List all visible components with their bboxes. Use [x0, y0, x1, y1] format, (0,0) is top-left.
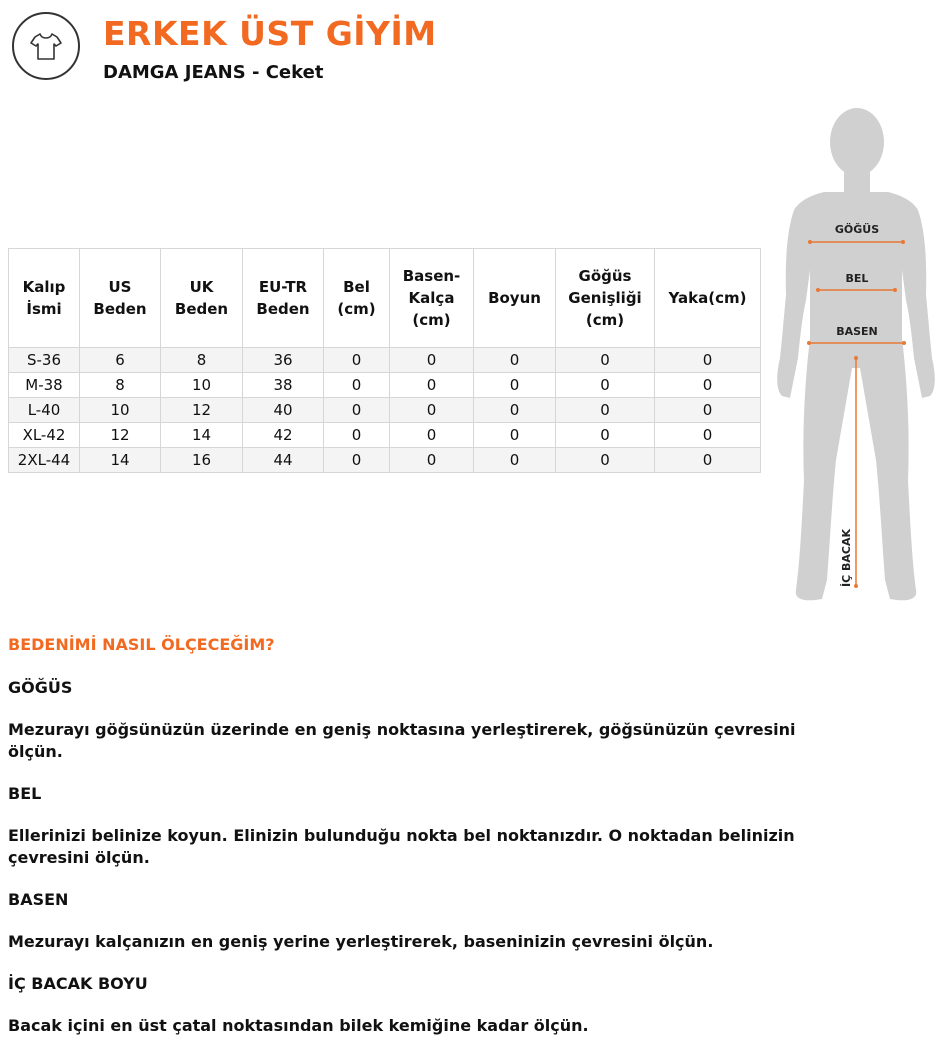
- guide-section-heading: GÖĞÜS: [8, 678, 73, 697]
- table-cell: 0: [655, 423, 761, 448]
- column-header-line: Genişliği: [568, 289, 642, 307]
- table-cell: 14: [161, 423, 243, 448]
- inseam-measure-start: [854, 356, 858, 360]
- column-header: [390, 249, 474, 348]
- table-cell: 10: [161, 373, 243, 398]
- guide-sections: [8, 676, 808, 1037]
- table-cell: 2XL-44: [9, 448, 80, 473]
- table-cell: 0: [390, 423, 474, 448]
- guide-section-text: Mezurayı göğsünüzün üzerinde en geniş noktasına yerleştirerek, göğsünüzün çevresini ölçün.: [8, 720, 796, 761]
- hip-measure-start: [807, 341, 811, 345]
- table-cell: 0: [655, 448, 761, 473]
- table-cell: 0: [390, 373, 474, 398]
- waist-label: BEL: [845, 272, 869, 285]
- table-cell: 6: [80, 348, 161, 373]
- table-cell: 0: [324, 373, 390, 398]
- table-row: [9, 398, 761, 423]
- table-cell: 42: [243, 423, 324, 448]
- column-header-line: Basen-: [402, 267, 461, 285]
- table-cell: 0: [474, 373, 556, 398]
- table-cell: XL-42: [9, 423, 80, 448]
- table-cell: 14: [80, 448, 161, 473]
- column-header-line: Bel: [343, 278, 370, 296]
- column-header-line: İsmi: [26, 300, 62, 318]
- guide-section-text: Mezurayı kalçanızın en geniş yerine yerleştirerek, baseninizin çevresini ölçün.: [8, 932, 714, 951]
- table-row: [9, 448, 761, 473]
- column-header-line: Yaka(cm): [668, 289, 747, 307]
- table-cell: 38: [243, 373, 324, 398]
- table-cell: 8: [161, 348, 243, 373]
- table-cell: 0: [390, 448, 474, 473]
- table-cell: 0: [556, 448, 655, 473]
- column-header-line: (cm): [337, 300, 376, 318]
- table-cell: 8: [80, 373, 161, 398]
- column-header: [161, 249, 243, 348]
- table-cell: 0: [655, 348, 761, 373]
- table-cell: 0: [324, 448, 390, 473]
- chest-measure-start: [808, 240, 812, 244]
- page-title: ERKEK ÜST GİYİM: [103, 14, 437, 53]
- column-header-line: Boyun: [488, 289, 541, 307]
- waist-measure-start: [816, 288, 820, 292]
- hip-measure-end: [902, 341, 906, 345]
- guide-section-heading: İÇ BACAK BOYU: [8, 974, 148, 993]
- hip-label: BASEN: [836, 325, 878, 338]
- table-cell: 0: [556, 398, 655, 423]
- column-header-line: (cm): [585, 311, 625, 329]
- column-header-line: Beden: [256, 300, 310, 318]
- table-row: [9, 348, 761, 373]
- column-header-line: Beden: [174, 300, 229, 318]
- column-header: [474, 249, 556, 348]
- guide-section-heading: BEL: [8, 784, 42, 803]
- table-cell: 12: [80, 423, 161, 448]
- column-header-line: (cm): [412, 311, 451, 329]
- table-cell: 0: [474, 423, 556, 448]
- inseam-label: İÇ BACAK: [840, 528, 853, 588]
- table-cell: 44: [243, 448, 324, 473]
- table-cell: S-36: [9, 348, 80, 373]
- chest-measure-end: [901, 240, 905, 244]
- column-header: [80, 249, 161, 348]
- guide-section-text: Bacak içini en üst çatal noktasından bilek kemiğine kadar ölçün.: [8, 1016, 589, 1035]
- table-cell: 36: [243, 348, 324, 373]
- table-cell: 0: [655, 398, 761, 423]
- waist-measure-end: [893, 288, 897, 292]
- table-cell: 0: [474, 448, 556, 473]
- column-header: [324, 249, 390, 348]
- chest-label: GÖĞÜS: [834, 223, 880, 236]
- table-cell: 0: [324, 348, 390, 373]
- table-cell: 0: [324, 423, 390, 448]
- table-cell: 10: [80, 398, 161, 423]
- column-header-line: UK: [189, 278, 214, 296]
- tshirt-icon: [29, 29, 63, 63]
- guide-section-text: Ellerinizi belinize koyun. Elinizin bulunduğu nokta bel noktanızdır. O noktadan belinizin çevresini ölçün.: [8, 826, 795, 867]
- column-header: [9, 249, 80, 348]
- size-chart-table: [8, 248, 761, 473]
- category-badge: [12, 12, 80, 80]
- table-cell: 0: [556, 373, 655, 398]
- body-measurement-figure: [772, 100, 945, 612]
- table-cell: 0: [324, 398, 390, 423]
- column-header-line: US: [108, 278, 132, 296]
- table-cell: 0: [556, 348, 655, 373]
- column-header-line: Beden: [93, 300, 147, 318]
- table-row: [9, 423, 761, 448]
- table-cell: 40: [243, 398, 324, 423]
- table-cell: 0: [474, 348, 556, 373]
- inseam-measure-end: [854, 584, 858, 588]
- measurement-guide: [8, 633, 808, 1037]
- table-cell: L-40: [9, 398, 80, 423]
- table-cell: 16: [161, 448, 243, 473]
- column-header-line: Kalıp: [22, 278, 66, 296]
- table-cell: M-38: [9, 373, 80, 398]
- product-subtitle: DAMGA JEANS - Ceket: [103, 62, 324, 83]
- guide-title: BEDENİMİ NASIL ÖLÇECEĞİM?: [8, 635, 275, 654]
- table-cell: 0: [655, 373, 761, 398]
- column-header: [655, 249, 761, 348]
- column-header: [243, 249, 324, 348]
- table-cell: 0: [474, 398, 556, 423]
- column-header-line: Kalça: [408, 289, 455, 307]
- table-row: [9, 373, 761, 398]
- table-header-row: [9, 249, 761, 348]
- table-cell: 0: [390, 348, 474, 373]
- table-cell: 0: [556, 423, 655, 448]
- column-header: [556, 249, 655, 348]
- column-header-line: EU-TR: [258, 278, 308, 296]
- table-cell: 0: [390, 398, 474, 423]
- table-body: [9, 348, 761, 473]
- table-cell: 12: [161, 398, 243, 423]
- guide-section-heading: BASEN: [8, 890, 69, 909]
- column-header-line: Göğüs: [578, 267, 632, 285]
